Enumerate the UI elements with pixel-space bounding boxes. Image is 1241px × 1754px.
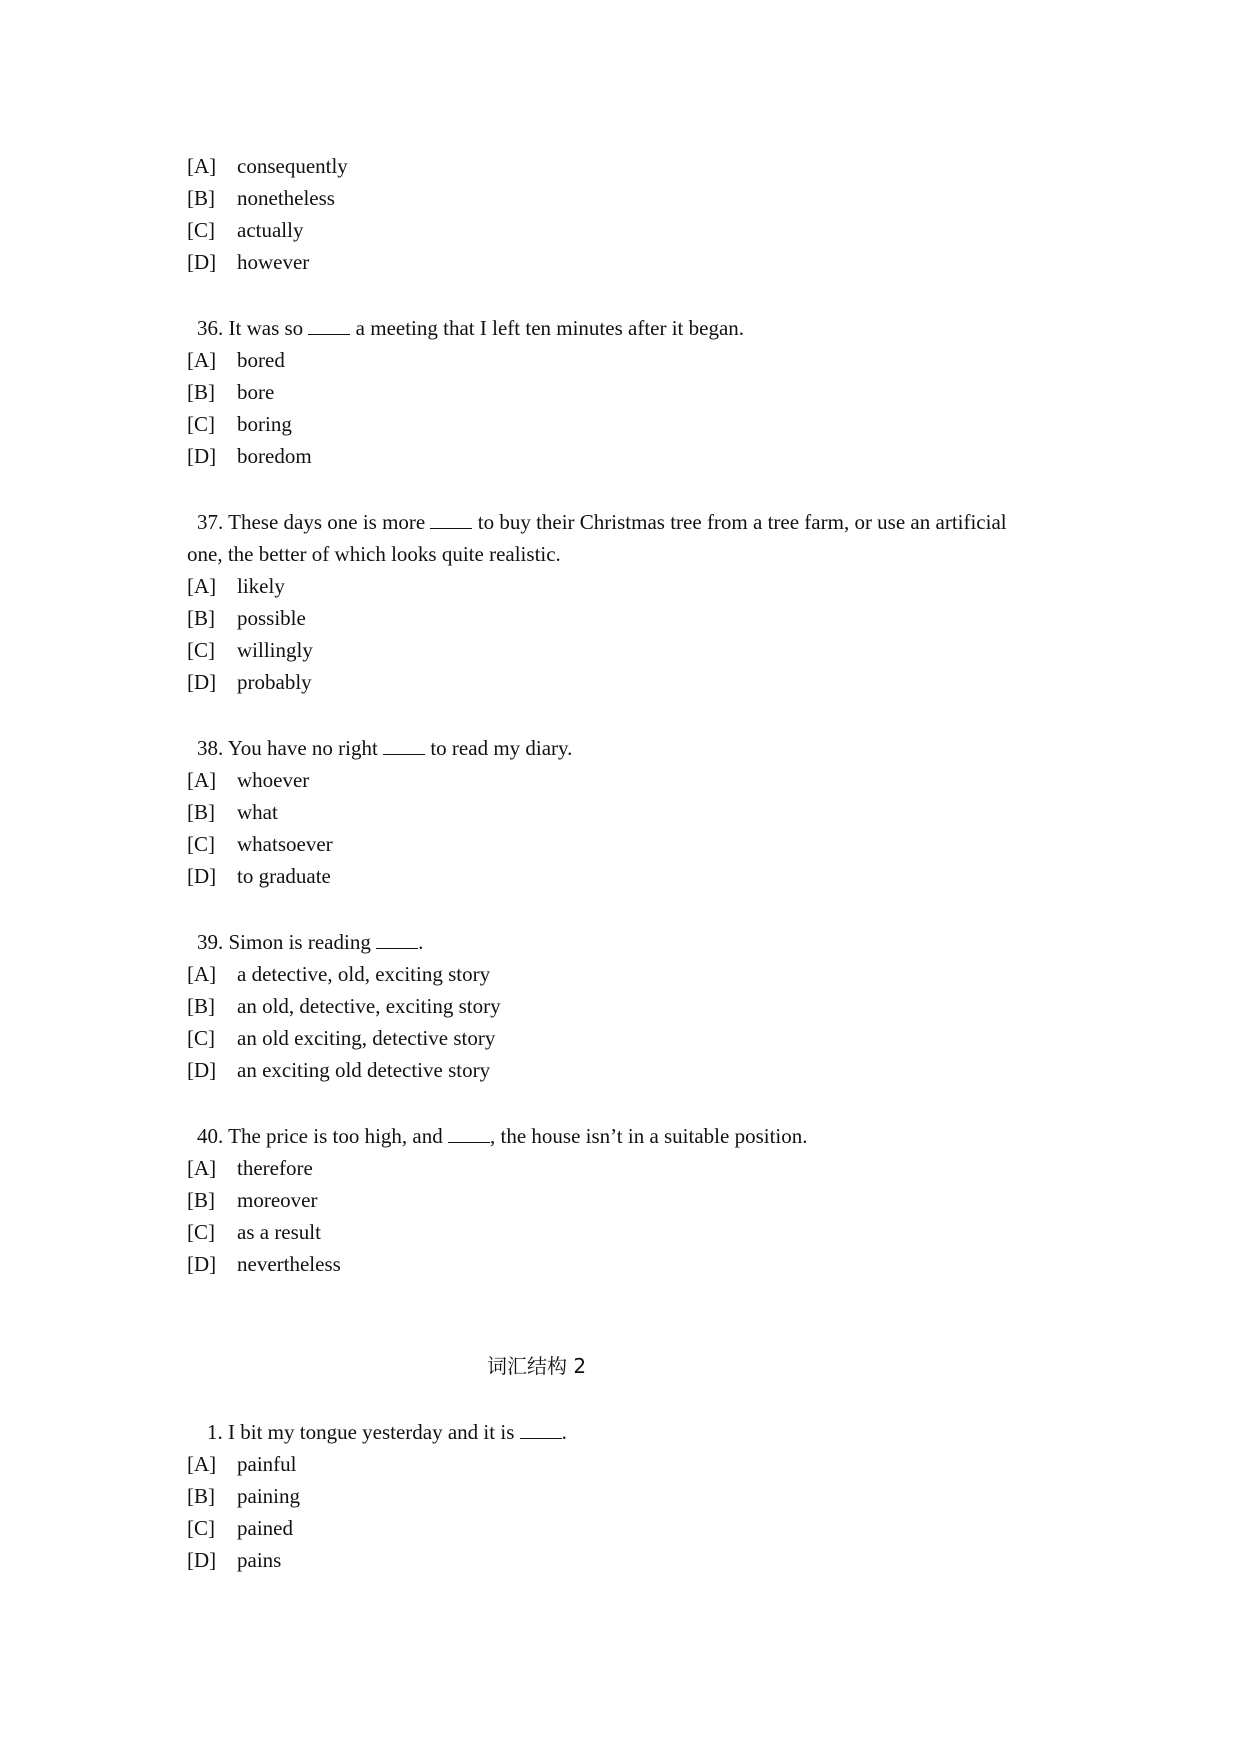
option-b [187, 606, 306, 630]
option-text: whoever [237, 768, 310, 792]
option-letter: [B] [187, 380, 215, 404]
option-d [187, 670, 312, 694]
question-stem-continued: one, the better of which looks quite realistic. [187, 542, 561, 566]
option-c [187, 832, 333, 856]
stem-text: 1. I bit my tongue yesterday and it is [207, 1420, 515, 1444]
option-text: actually [237, 218, 304, 242]
stem-text: 36. It was so [197, 316, 304, 340]
option-text: boredom [237, 444, 312, 468]
option-letter: [A] [187, 1156, 217, 1180]
option-a [187, 768, 309, 792]
option-text: an old, detective, exciting story [237, 994, 501, 1018]
option-d [187, 1548, 281, 1572]
stem-text: , the house isn’t in a suitable position. [490, 1124, 808, 1148]
option-text: moreover [237, 1188, 318, 1212]
option-letter: [B] [187, 1484, 215, 1508]
question-stem [197, 510, 1007, 534]
stem-text: . [418, 930, 424, 954]
option-d [187, 444, 312, 468]
answer-blank [448, 1124, 490, 1143]
option-text: as a result [237, 1220, 321, 1244]
option-text: bore [237, 380, 275, 404]
stem-text: 37. These days one is more [197, 510, 426, 534]
question-stem [197, 316, 744, 340]
option-text: possible [237, 606, 306, 630]
option-letter: [C] [187, 218, 215, 242]
option-b [187, 1188, 317, 1212]
option-letter: [D] [187, 670, 217, 694]
option-letter: [A] [187, 154, 217, 178]
question-stem [207, 1420, 567, 1444]
option-text: willingly [237, 638, 313, 662]
option-text: nonetheless [237, 186, 335, 210]
option-letter: [D] [187, 864, 217, 888]
option-letter: [A] [187, 348, 217, 372]
option-text: paining [237, 1484, 300, 1508]
option-letter: [A] [187, 574, 217, 598]
option-letter: [A] [187, 768, 217, 792]
option-c [187, 1516, 293, 1540]
answer-blank [376, 930, 418, 949]
option-letter: [C] [187, 638, 215, 662]
stem-text: to buy their Christmas tree from a tree farm, or use an artificial [477, 510, 1007, 534]
option-letter: [D] [187, 444, 217, 468]
option-letter: [A] [187, 962, 217, 986]
option-letter: [A] [187, 1452, 217, 1476]
option-letter: [B] [187, 800, 215, 824]
section-title: 词汇结构 2 [487, 1354, 587, 1378]
option-b [187, 380, 274, 404]
option-a [187, 962, 490, 986]
stem-text: 38. You have no right [197, 736, 378, 760]
option-letter: [D] [187, 1058, 217, 1082]
option-text: probably [237, 670, 312, 694]
option-text: consequently [237, 154, 348, 178]
answer-blank [308, 316, 350, 335]
option-a [187, 348, 285, 372]
option-d [187, 1058, 490, 1082]
option-letter: [B] [187, 186, 215, 210]
option-text: an old exciting, detective story [237, 1026, 496, 1050]
option-c [187, 412, 292, 436]
option-c [187, 1220, 321, 1244]
option-text: pains [237, 1548, 282, 1572]
option-c [187, 638, 313, 662]
option-text: to graduate [237, 864, 331, 888]
option-text: whatsoever [237, 832, 333, 856]
option-a [187, 1156, 313, 1180]
answer-blank [430, 510, 472, 529]
option-d [187, 864, 331, 888]
option-d [187, 250, 309, 274]
option-text: painful [237, 1452, 297, 1476]
option-letter: [C] [187, 1220, 215, 1244]
answer-blank [520, 1420, 562, 1439]
option-letter: [D] [187, 1252, 217, 1276]
question-stem [197, 1124, 808, 1148]
stem-text: 40. The price is too high, and [197, 1124, 443, 1148]
option-text: an exciting old detective story [237, 1058, 491, 1082]
option-c [187, 1026, 495, 1050]
option-b [187, 186, 335, 210]
option-letter: [B] [187, 606, 215, 630]
option-text: likely [237, 574, 285, 598]
option-b [187, 800, 278, 824]
option-letter: [C] [187, 412, 215, 436]
option-text: therefore [237, 1156, 313, 1180]
option-a [187, 1452, 296, 1476]
option-text: nevertheless [237, 1252, 341, 1276]
stem-text: 39. Simon is reading [197, 930, 371, 954]
question-stem [197, 736, 572, 760]
option-a [187, 574, 285, 598]
stem-text: . [561, 1420, 567, 1444]
option-letter: [B] [187, 1188, 215, 1212]
option-letter: [D] [187, 250, 217, 274]
option-text: what [237, 800, 278, 824]
option-text: however [237, 250, 310, 274]
option-letter: [B] [187, 994, 215, 1018]
option-c [187, 218, 303, 242]
option-text: pained [237, 1516, 293, 1540]
question-stem [197, 930, 423, 954]
stem-text: to read my diary. [430, 736, 573, 760]
option-text: bored [237, 348, 285, 372]
option-letter: [C] [187, 1026, 215, 1050]
option-text: a detective, old, exciting story [237, 962, 491, 986]
option-d [187, 1252, 341, 1276]
stem-text: a meeting that I left ten minutes after it began. [355, 316, 745, 340]
option-a [187, 154, 348, 178]
option-letter: [C] [187, 832, 215, 856]
option-letter: [C] [187, 1516, 215, 1540]
option-b [187, 1484, 300, 1508]
option-b [187, 994, 501, 1018]
option-text: boring [237, 412, 292, 436]
answer-blank [383, 736, 425, 755]
option-letter: [D] [187, 1548, 217, 1572]
